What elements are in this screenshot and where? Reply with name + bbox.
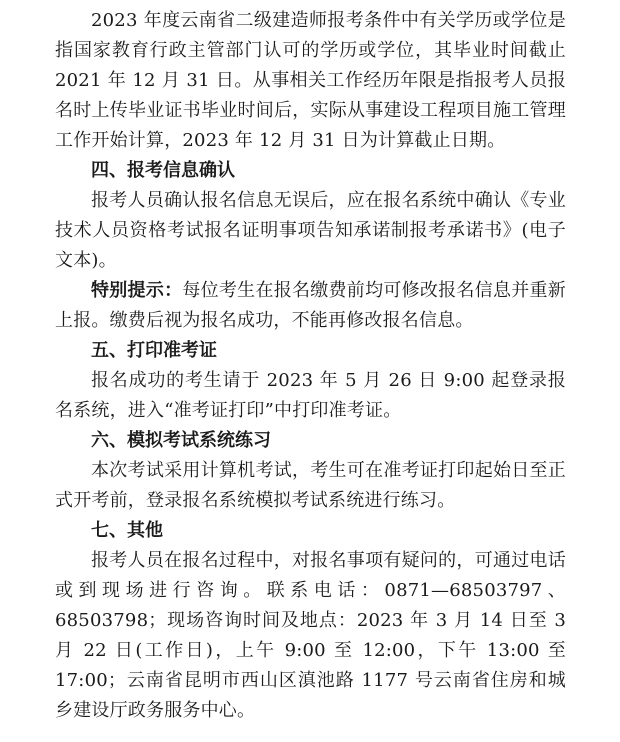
- special-notice-paragraph: [55, 276, 566, 336]
- admission-ticket-paragraph: 报名成功的考生请于 2023 年 5 月 26 日 9:00 起登录报名系统，进入“准考证打印”中打印准考证。: [55, 370, 566, 421]
- section-heading-info-confirm: 四、报考信息确认: [91, 160, 235, 181]
- education-requirement-paragraph: 2023 年度云南省二级建造师报考条件中有关学历或学位是指国家教育行政主管部门认可的学历或学位，其毕业时间截止 2021 年 12 月 31 日。从事相关工作经历年限是指报考人员报名时上传毕业证书毕业时间后，实际从事建设工程项目施工管理工作开始计算，2023 年 12 月 31 日为计算截止日期。: [55, 10, 566, 151]
- section-heading-mock-exam: 六、模拟考试系统练习: [91, 430, 271, 451]
- info-confirm-paragraph: 报考人员确认报名信息无误后，应在报名系统中确认《专业技术人员资格考试报名证明事项告知承诺制报考承诺书》(电子文本)。: [55, 190, 566, 271]
- special-notice-lead: 特别提示：: [91, 280, 183, 301]
- contact-paragraph: 报考人员在报名过程中，对报名事项有疑问的，可通过电话或到现场进行咨询。联系电话：0871—68503797、68503798；现场咨询时间及地点：2023 年 3 月 14 日至 3 月 22 日(工作日)，上午 9:00 至 12:00，下午 13:00 至 17:00；云南省昆明市西山区滇池路 1177 号云南省住房和城乡建设厅政务服务中心。: [55, 550, 566, 721]
- section-heading-admission-ticket: 五、打印准考证: [91, 340, 217, 361]
- mock-exam-paragraph: 本次考试采用计算机考试，考生可在准考证打印起始日至正式开考前，登录报名系统模拟考试系统进行练习。: [55, 460, 566, 511]
- special-notice-text: 每位考生在报名缴费前均可修改报名信息并重新上报。缴费后视为报名成功，不能再修改报名信息。: [55, 280, 566, 331]
- section-heading-other: 七、其他: [91, 520, 163, 541]
